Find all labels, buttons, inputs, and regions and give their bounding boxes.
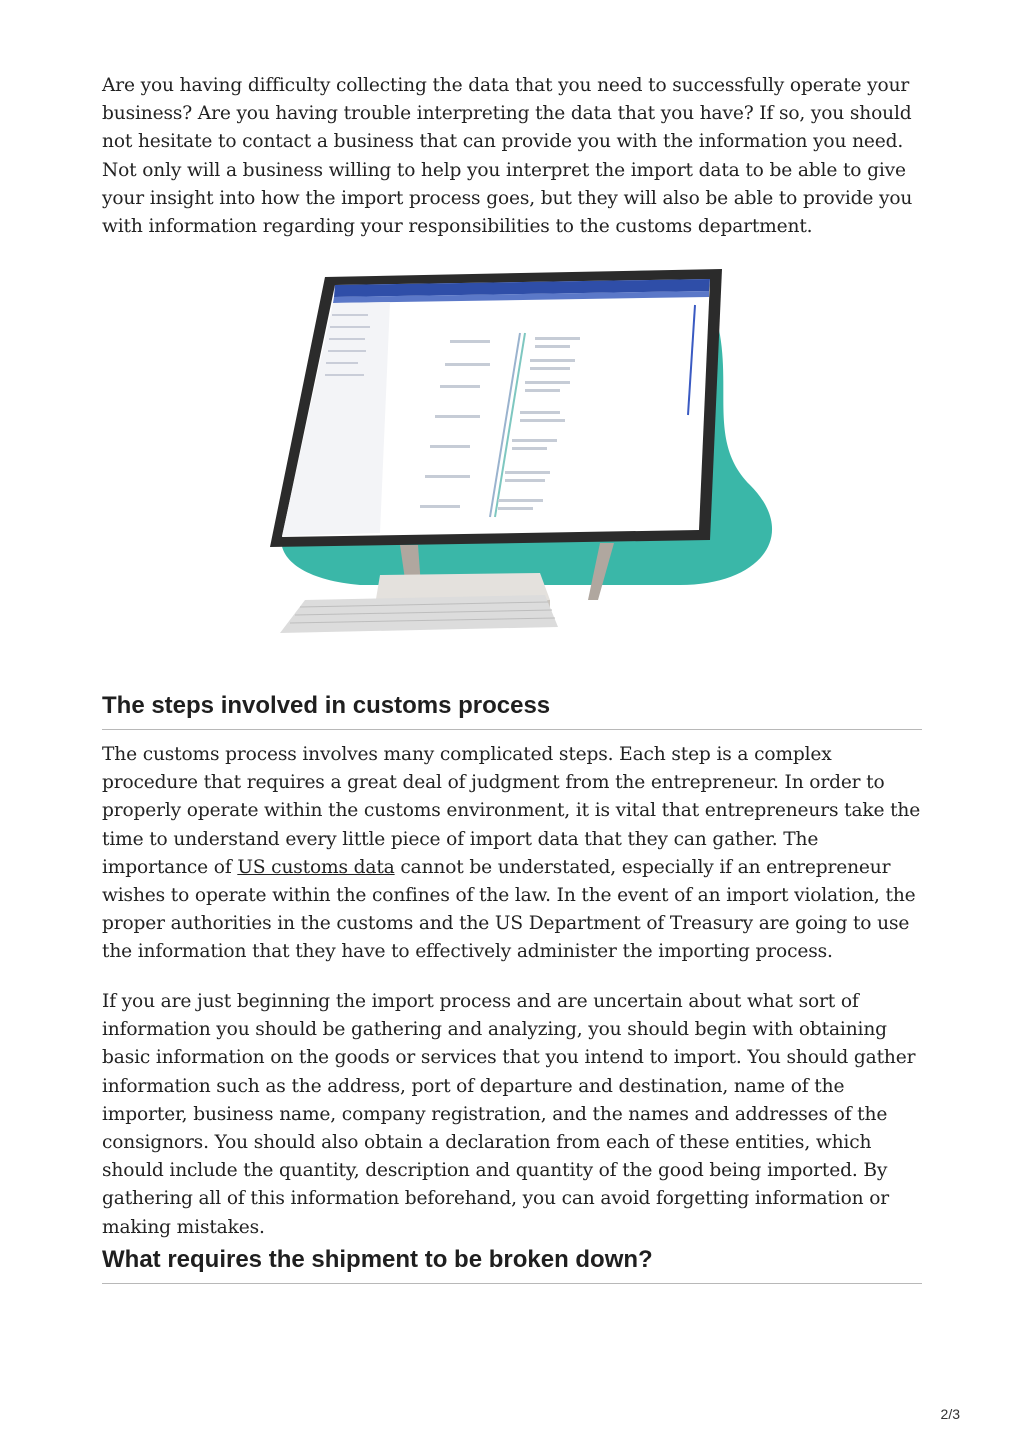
us-customs-data-link[interactable]: US customs data	[237, 856, 395, 878]
desktop-computer-illustration	[240, 255, 785, 665]
page-number: 2/3	[940, 1406, 960, 1422]
intro-paragraph: Are you having difficulty collecting the data that you need to successfully operate your business? Are you having trouble interpreting the data that you have? If so, you should not hesitate to contact a business that can provide you with the information you need. Not only will a business willing to help you interpret the import data to be able to give your insight into how the import process goes, but they will also be able to provide you with information regarding your responsibilities to the customs department.	[102, 75, 913, 238]
paragraph-text: cannot be understated, especially if an entrepreneur wishes to operate within the confines of the law. In the event of an import violation, the proper authorities in the customs and the US Department of Treasury are going to use the information that they have to effectively administer the importing process.	[102, 856, 916, 963]
section-heading-shipment-broken-down: What requires the shipment to be broken down?	[102, 1245, 922, 1284]
paragraph-text: The customs process involves many complicated steps. Each step is a complex procedure that requires a great deal of judgment from the entrepreneur. In order to properly operate within the customs environment, it is vital that entrepreneurs take the time to understand every little piece of import data that they can gather. The importance of	[102, 744, 921, 878]
customs-process-paragraph	[102, 741, 924, 967]
section-heading-customs-process: The steps involved in customs process	[102, 691, 922, 730]
import-information-paragraph: If you are just beginning the import process and are uncertain about what sort of information you should be gathering and analyzing, you should begin with obtaining basic information on the goods or services that you intend to import. You should gather information such as the address, port of departure and destination, name of the importer, business name, company registration, and the names and addresses of the consignors. You should also obtain a declaration from each of these entities, which should include the quantity, description and quantity of the good being imported. By gathering all of this information beforehand, you can avoid forgetting information or making mistakes.	[102, 991, 916, 1238]
